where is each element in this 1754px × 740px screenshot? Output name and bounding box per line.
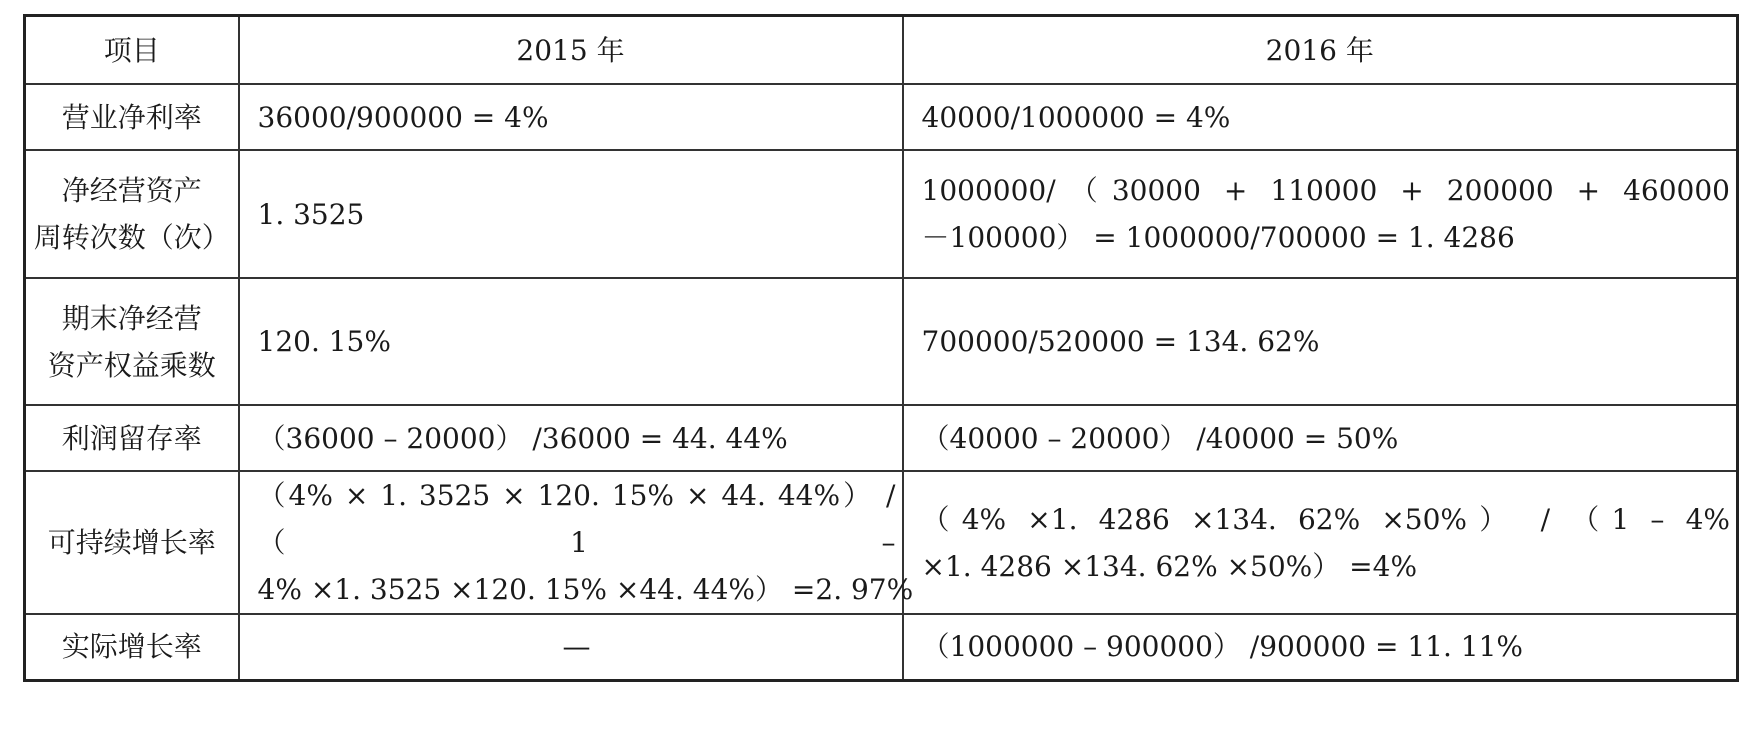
cell-text: （36000 – 20000） /36000 = 44. 44% [257, 421, 788, 455]
cell-text-line: （4% ×1. 4286 ×134. 62% ×50%） / （1 – 4% [921, 502, 1730, 536]
cell-2015 [239, 471, 914, 614]
cell-text: 1. 3525 [257, 197, 365, 231]
cell-2016 [903, 150, 1738, 278]
row-label [25, 614, 239, 680]
cell-2016 [903, 405, 1738, 471]
row-label [25, 405, 239, 471]
row-label [25, 278, 239, 405]
cell-2016 [903, 471, 1738, 614]
cell-text: 120. 15% [257, 325, 391, 358]
cell-text: 40000/1000000 = 4% [921, 100, 1231, 134]
cell-text-line: 1000000/（30000 + 110000 + 200000 + 460000 [921, 174, 1730, 207]
row-sustainable-growth-rate [25, 471, 1738, 614]
row-label-line: 周转次数（次） [33, 221, 230, 254]
row-label [25, 471, 239, 614]
row-label [25, 84, 239, 150]
cell-text: — [562, 630, 591, 664]
cell-text-line: 4% ×1. 3525 ×120. 15% ×44. 44%） =2. 97% [257, 573, 914, 606]
cell-2016 [903, 84, 1738, 150]
row-label-line: 营业净利率 [61, 100, 202, 134]
row-label-line: 净经营资产 [61, 174, 202, 207]
cell-text-line: （4% × 1. 3525 × 120. 15% × 44. 44%） / （1 – [257, 479, 896, 559]
cell-2015 [239, 405, 903, 471]
row-actual-growth-rate [25, 614, 1738, 680]
row-label-line: 资产权益乘数 [47, 348, 216, 382]
header-2015: 2015 年 [239, 16, 903, 85]
header-item: 项目 [25, 16, 239, 85]
cell-text: （40000 – 20000） /40000 = 50% [921, 421, 1399, 455]
cell-text-line: ×1. 4286 ×134. 62% ×50%） =4% [921, 549, 1418, 583]
header-2016: 2016 年 [903, 16, 1738, 85]
cell-text: （1000000 – 900000） /900000 = 11. 11% [921, 630, 1524, 664]
cell-text: 700000/520000 = 134. 62% [921, 325, 1320, 358]
cell-text-line: －100000） = 1000000/700000 = 1. 4286 [921, 221, 1515, 254]
cell-2015 [239, 278, 903, 405]
row-label-line: 可持续增长率 [47, 526, 216, 559]
row-net-operating-asset-turnover [25, 150, 1738, 278]
row-label [25, 150, 239, 278]
row-equity-multiplier [25, 278, 1738, 405]
cell-2015 [239, 84, 903, 150]
cell-2016 [903, 614, 1738, 680]
growth-rate-table [23, 14, 1739, 682]
cell-2015 [239, 614, 903, 680]
row-label-line: 利润留存率 [61, 421, 202, 455]
row-retention-rate [25, 405, 1738, 471]
header-row [25, 16, 1738, 85]
cell-text: 36000/900000 = 4% [257, 100, 549, 134]
row-label-line: 期末净经营 [61, 301, 202, 335]
cell-2015 [239, 150, 903, 278]
cell-2016 [903, 278, 1738, 405]
row-operating-net-margin [25, 84, 1738, 150]
row-label-line: 实际增长率 [61, 630, 202, 664]
